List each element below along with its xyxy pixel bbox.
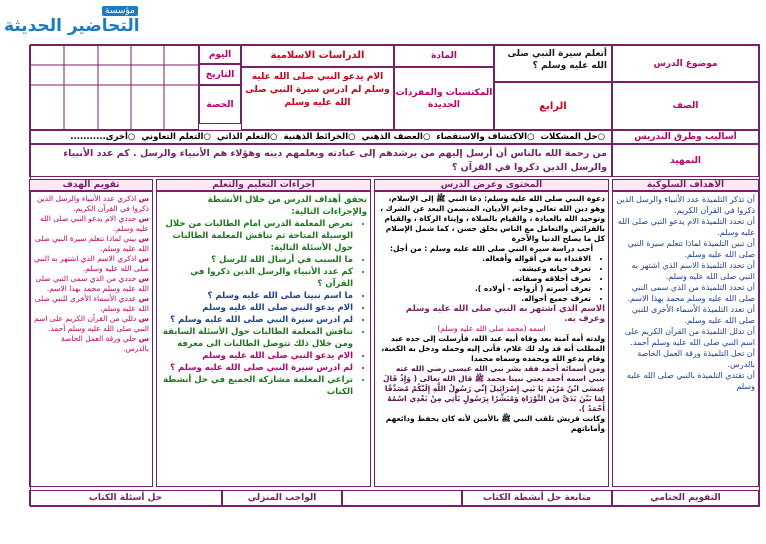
goal-item: أن تحدد التلميذة الاسم الذي اشتهر به النبي صلى الله عليه وسلم.	[631, 261, 755, 281]
topic-value: أتعلم سيرة النبي صلى الله عليه وسلم ؟	[494, 45, 612, 82]
goals-column	[612, 191, 759, 487]
content-p2: أحب دراسة سيرة النبي صلى الله عليه وسلم : من أجل:	[389, 244, 594, 253]
method-4[interactable]: ○الخرائط الذهنية	[283, 132, 356, 142]
method-2[interactable]: ○الاكتشاف والاستقصاء	[436, 132, 535, 142]
eval-item: س حددي الام يدعو النبي صلى الله عليه وسلم.	[40, 214, 149, 233]
day-label: اليوم	[199, 45, 241, 64]
content-header: المحتوى وعرض الدرس	[374, 179, 609, 191]
subject-label: المادة	[394, 45, 494, 67]
content-p6: ومن أسمائه أحمد فقد بشر نبي الله عيسى رضي الله عنه بنبي اسمه أحمد يعني نبينا محمد ﷺ قال الله تعالى ( وَإِذْ قَالَ عِيسَى ابْنُ مَرْيَمَ يَا بَنِي إِسْرَائِيلَ إِنِّي رَسُولُ اللَّهِ إِلَيْكُمْ مُصَدِّقًا لِمَا بَيْنَ يَدَيَّ مِنَ التَّوْرَاةِ وَمُبَشِّرًا بِرَسُولٍ يَأْتِي مِنْ بَعْدِي اسْمُهُ أَحْمَدُ ).	[383, 364, 605, 413]
procedure-item: • تناقش المعلمة الطالبات حول الأسئلة السابقة ومن خلال ذلك تتوصل الطالبات الى معرفة	[160, 326, 353, 350]
content-p5: ولدته أمه آمنة بعد وفاة أبيه عبد الله، فأرسلت إلى جده عبد المطلب أنه قد ولد لك غلام، فأتى إليه وحمله ودخل به الكعبة، وقام يدعو الله ويحمده وسماه محمدا	[381, 334, 605, 363]
goal-item: أن تحدد التلميذة من الذي سمى النبي صلى الله عليه وسلم محمد بهذا الاسم.	[627, 283, 755, 303]
procedure-item: • لم ادرس سيرة النبي صلى الله عليه وسلم ؟	[160, 314, 353, 326]
procedure-item: • ما السبب في أرسال الله للرسل ؟	[160, 254, 353, 266]
content-bullet: • تعرف حياته وعيشه.	[378, 264, 591, 274]
goal-item: أن تقتدي التلميذة بالنبي صلى الله عليه وسلم	[626, 371, 755, 391]
homework-label: الواجب المنزلي	[222, 490, 342, 506]
eval-item: س حلي ورقة العمل الخاصة بالدرس.	[60, 334, 149, 353]
content-p3: الاسم الذي اشتهر به النبي صلى الله عليه وسلم وعرف به.	[405, 304, 605, 324]
schedule-grid	[29, 45, 199, 130]
procedure-item: • ما اسم نبينا صلى الله عليه وسلم ؟	[160, 290, 353, 302]
lesson-plan	[30, 44, 760, 507]
content-bullet: • الاقتداء به في أقواله وأفعاله.	[378, 254, 591, 264]
method-7[interactable]: ○أخرى...........	[70, 132, 136, 142]
schedule-grid-lines	[30, 46, 198, 129]
content-p1: دعوة النبي صلى الله عليه وسلم: دعا النبي ﷺ إلى الإسلام، وهو دين الله تعالى وخاتم الأديان، المتضمن البعد عن الشرك ، وتوحيد الله بالعبادة ، والقيام بالصلاة ، وإيتاء الزكاة ، والقيام بالفرائض والتعامل مع الناس بخلق حسن ، كما شمل الإسلام كل ما يصلح الدنيا والآخرة	[380, 194, 605, 243]
brand-sub: مؤسسة	[102, 6, 138, 16]
goal-item: أن تذكر التلميذة عدد الأنبياء والرسل الذين ذكروا في القرآن الكريم.	[616, 195, 755, 215]
goal-item: أن تحل التلميذة ورقة العمل الخاصة بالدرس.	[637, 349, 755, 369]
evaluation-column	[29, 191, 153, 487]
intro-label: التمهيد	[612, 144, 759, 177]
eval-item: س بيني لماذا نتعلم سيرة النبي صلى الله عليه وسلم.	[34, 234, 149, 253]
brand-name: التحاضير الحديثة	[4, 16, 140, 36]
brand-logo	[4, 4, 174, 42]
methods-label: أساليب وطرق التدريس	[612, 130, 759, 144]
eval-item: س دللي من القرآن الكريم على اسم النبي صلى الله عليه وسلم أحمد.	[34, 314, 149, 333]
content-bullet: • تعرف أخلاقه وصفاته.	[378, 274, 591, 284]
final-eval-label: التقويم الختامي	[612, 490, 759, 506]
book-activities-value	[342, 490, 462, 506]
acquisitions-value: الام يدعو النبي صلى الله عليه وسلم لم ادرس سيرة النبي صلى الله عليه وسلم	[241, 67, 394, 130]
acquisitions-label: المكتسبات والمفردات الجديدة	[394, 67, 494, 130]
book-questions-label: حل أسئلة الكتاب	[29, 490, 222, 506]
eval-item: س حددي من الذي سمى النبي صلى الله عليه وسلم محمد بهذا الاسم.	[35, 274, 149, 293]
procedures-header: اجراءات التعليم والتعلم	[156, 179, 371, 191]
method-1[interactable]: ○حل المشكلات	[540, 132, 605, 142]
procedures-intro: تحقق أهداف الدرس من خلال الأنشطة والإجراءات التالية:	[207, 195, 367, 217]
grade-value: الرابع	[494, 82, 612, 130]
method-5[interactable]: ○التعلم الذاتي	[216, 132, 278, 142]
content-p7: وكانت قريش تلقب النبي ﷺ بالأمين لأنه كان يحفظ ودائعهم وأماناتهم	[385, 414, 605, 433]
goals-header: الأهداف السلوكية	[612, 179, 759, 191]
book-activities-label: متابعة حل أنشطة الكتاب	[462, 490, 612, 506]
period-label: الحصة	[199, 85, 241, 124]
goal-item: أن تدلل التلميذة من القرآن الكريم على اسم النبي صلى الله عليه وسلم أحمد.	[624, 327, 755, 347]
goal-item: أن تعدد التلميذة الأسماء الأخرى للنبي صلى الله عليه وسلم.	[631, 305, 755, 325]
eval-item: س اذكري الاسم الذي اشتهر به النبي صلى الله عليه وسلم.	[34, 254, 149, 273]
eval-item: س عددي الأسماء الأخرى للنبي صلى الله عليه وسلم.	[34, 294, 149, 313]
content-column	[374, 191, 609, 487]
procedure-item: • تعرض المعلمة الدرس امام الطالبات من خلال الوسيلة المتاحة ثم تناقش المعلمة الطالبات حول الأسئلة التالية:	[160, 218, 353, 254]
procedure-item: • لم ادرس سيرة النبي صلى الله عليه وسلم ؟	[160, 362, 353, 374]
content-bullet: • تعرف جميع أحواله.	[378, 294, 591, 304]
grade-label: الصف	[612, 82, 759, 130]
goal-item: أن تبين التلميذة لماذا تتعلم سيرة النبي صلى الله عليه وسلم.	[627, 239, 755, 259]
intro-text: من رحمة الله بالناس أن أرسل إليهم من يرشدهم إلى عبادته ويعلمهم دينه وهؤلاء هم الأنبياء والرسل . كم عدد الأنبياء والرسل الذين ذكروا في القرآن ؟	[29, 144, 612, 177]
procedures-column	[156, 191, 371, 487]
content-p4: اسمه (محمد صلى الله عليه وسلم)	[437, 324, 546, 333]
procedure-item: • الام يدعو النبي صلى الله عليه وسلم	[160, 302, 353, 314]
method-3[interactable]: ○العصف الذهني	[361, 132, 431, 142]
date-label: التاريخ	[199, 64, 241, 85]
topic-label: موضوع الدرس	[612, 45, 759, 82]
content-bullet: • تعرف أسرته ( أزواجه - أولاده ).	[378, 284, 591, 294]
procedure-item: • الام يدعو النبي صلى الله عليه وسلم	[160, 350, 353, 362]
subject-value: الدراسات الاسلامية	[241, 45, 394, 67]
goal-item: أن تحدد التلميذة الام يدعو النبي صلى الله عليه وسلم.	[617, 217, 755, 237]
eval-item: س اذكري عدد الأنبياء والرسل الذين ذكروا في القرآن الكريم.	[36, 194, 149, 213]
procedure-item: • تراعي المعلمة مشاركة الجميع في حل أنشطة الكتاب	[160, 374, 353, 398]
procedure-item: • كم عدد الأنبياء والرسل الذين ذكروا في القرآن ؟	[160, 266, 353, 290]
evaluation-header: تقويم الهدف	[29, 179, 153, 191]
methods-list	[29, 130, 612, 144]
method-6[interactable]: ○التعلم التعاوني	[141, 132, 211, 142]
